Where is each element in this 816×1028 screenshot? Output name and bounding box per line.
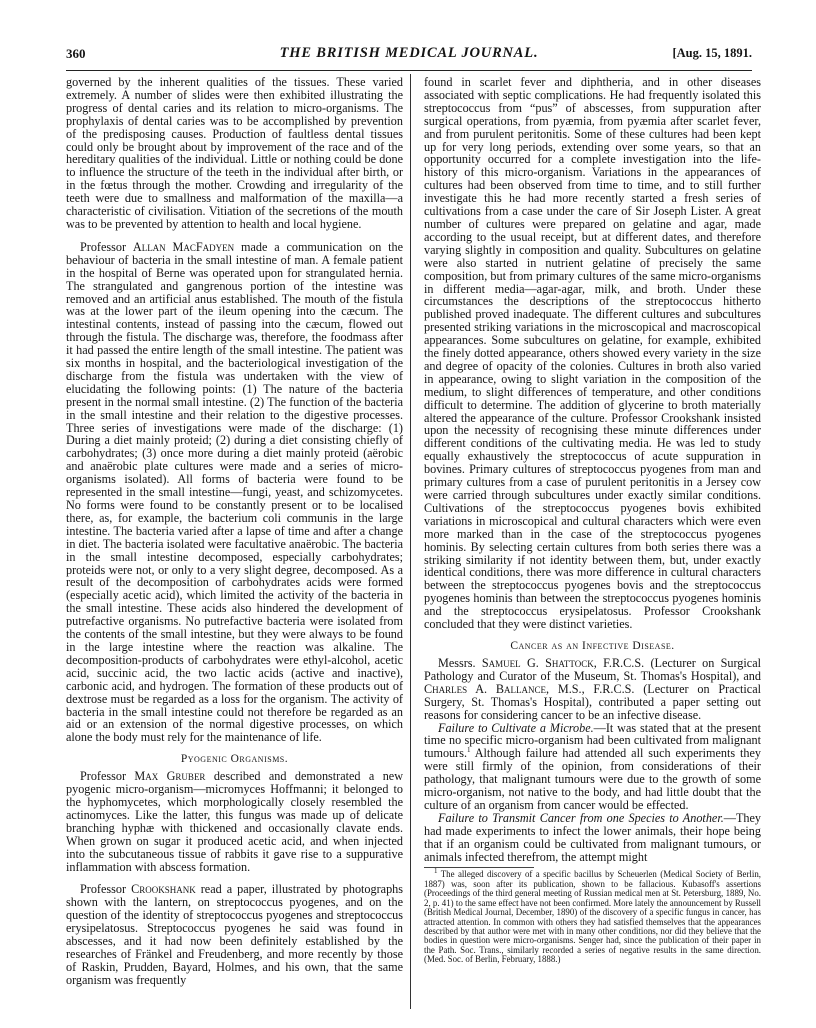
heading-pyogenic-organisms: Pyogenic Organisms. <box>180 753 289 766</box>
heading-cancer-infective: Cancer as an Infective Disease. <box>510 639 675 652</box>
subheading-failure-transmit: Failure to Transmit Cancer from one Species to Another. <box>438 810 724 825</box>
author-macfadyen: Allan MacFadyen <box>132 239 235 254</box>
left-column <box>66 76 403 987</box>
author-shattock: Samuel G. Shattock <box>481 655 594 670</box>
column-divider <box>410 74 411 1009</box>
page-number: 360 <box>66 46 86 61</box>
footnote-marker: 1 <box>467 746 471 755</box>
failure-transmit-paragraph: Failure to Transmit Cancer from one Species to Another.—They had made experiments to infect the lower animals, their hope being that if an organism could be cultivated from malignant tumours, or animals infected therefrom, the attempt might <box>424 810 761 864</box>
footnote: $^1$ The alleged discovery of a specific bacillus by Scheuerlen (Medical Society of Berlin, 1887) was, soon after its publication, shown to be fallacious. Kubasoff's assertions (Proceedings of the third general meeting of Russian medical men at St. Petersburg, 1889, No. 2, p. 41) to the same effect have not been confirmed. More lately the announcement by Russell (British Medical Journal, December, 1890) of the discovery of a specific fungus in cancer, has attracted attention. In common with others they had satisfied themselves that the appearances described by that author were met with in many other conditions, nor did they believe that the bodies in question were micro-organisms. Senger had, since the publication of their paper in the Path. Soc. Trans., similarly recorded a series of negative results in the same direction. (Med. Soc. of Berlin, February, 1888.) <box>424 867 761 965</box>
issue-date: [Aug. 15, 1891. <box>672 46 752 60</box>
failure-cultivate-paragraph: Failure to Cultivate a Microbe.—It was stated that at the present time no specific micro-organism had been cultivated from malignant tumours.$^1$ Although failure had attended all such experiments they were still firmly of the opinion, from considerations of their pathology, that malignant tumours were due to the growth of some micro-organism, not native to the body, and had little doubt that the culture of an organism from cancer would be effected. <box>424 720 761 812</box>
dental-caries-paragraph: governed by the inherent qualities of the tissues. These varied extremely. A number of slides were then exhibited illustrating the progress of dental caries and its relation to micro-organisms. The prophylaxis of dental caries was to be accomplished by prevention of the predisposing causes. Production of faultless dental tissues could only be brought about by improvement of the race and of the hereditary qualities of the individual. Little or nothing could be done to influence the structure of the teeth in the individual after birth, or in the fœtus through the mother. Crowding and irregularity of the teeth were due to smallness and malformation of the maxilla—a characteristic of civilisation. Vitiation of the secretions of the mouth was to be prevented by attention to health and local hygiene. <box>66 75 403 231</box>
journal-title: THE BRITISH MEDICAL JOURNAL. <box>279 45 539 61</box>
author-crookshank: Crookshank <box>131 882 196 897</box>
right-column <box>424 76 761 965</box>
subheading-failure-cultivate: Failure to Cultivate a Microbe. <box>438 720 594 735</box>
header-rule <box>66 70 752 71</box>
streptococcus-paragraph: found in scarlet fever and diphtheria, and in other diseases associated with septic complications. He had frequently isolated this streptococcus from “pus” of abscesses, from suppuration after surgical operations, from pyæmia, from pyæmia after scarlet fever, and from purulent peritonitis. Some of these cultures had been kept up for very long periods, extending over some years, so that an opportunity occurred for a complete investigation into the life-history of this micro-organism. Variations in the appearances of cultures had been observed from time to time, and to still further investigate this he had more recently started a fresh series of cultivations from a case under the care of Sir Joseph Lister. A great number of cultures were prepared on gelatine and agar, made according to the usual receipt, but at different dates, and therefore varying slightly in composition and quality. Subcultures on gelatine were also started in nutrient gelatine of precisely the same composition, but from primary cultures of the same micro-organisms in different media—agar-agar, milk, and broth. Under these circumstances the descriptions of the streptococcus hitherto published proved inadequate. The different cultures and subcultures presented striking variations in the microscopical and macroscopical appearances. Some subcultures on gelatine, for example, exhibited the finely dotted appearance, others showed every variety in the size and degree of opacity of the colonies. Cultures in broth also varied in appearance, owing to slight variation in the composition of the medium, to slight differences of temperature, and other conditions difficult to determine. The addition of glycerine to broth materially altered the appearance of the culture. Professor Crookshank insisted upon the necessity of recognising these minute differences under different conditions of the cultivating media. He was led to study equally exhaustively the streptococcus of acute suppuration in bovines. Primary cultures of streptococcus pyogenes from man and primary cultures from a case of purulent peritonitis in a Jersey cow were carried through subcultures under exactly similar conditions. Cultivations of the streptococcus pyogenes bovis exhibited variations in microscopical and cultural characters which were even more marked than in the case of the streptococcus pyogenes hominis. By selecting certain cultures from both series there was a striking similarity if not identity between them, but, under exactly identical conditions, there was more difference in cultural characters between the streptococcus pyogenes bovis and the streptococcus pyogenes hominis than between the streptococcus pyogenes hominis and the streptococcus erysipelatosus. Professor Crookshank concluded that they were distinct varieties. <box>424 75 761 632</box>
author-gruber: Max Gruber <box>134 769 206 784</box>
author-ballance: Charles A. Ballance <box>424 681 547 696</box>
crookshank-paragraph: Professor Crookshank read a paper, illustrated by photographs shown with the lantern, on streptococcus pyogenes, and on the question of the identity of streptococcus pyogenes and streptococcus erysipelatosus. Streptococcus pyogenes he said was found in abscesses, and it had now been definitely established by the researches of Fränkel and Freudenberg, and more recently by those of Raskin, Prudden, Bayard, Holmes, and his own, that the same organism was frequently <box>66 882 404 987</box>
page-header <box>66 44 752 66</box>
shattock-ballance-paragraph: Messrs. Samuel G. Shattock, F.R.C.S. (Lecturer on Surgical Pathology and Curator of the Museum, St. Thomas's Hospital), and Charles A. Ballance, M.S., F.R.C.S. (Lecturer on Practical Surgery, St. Thomas's Hospital), contributed a paper setting out reasons for considering cancer to be an infective disease. <box>424 655 761 722</box>
gruber-paragraph: Professor Max Gruber described and demonstrated a new pyogenic micro-organism—micromyces Hoffmanni; it belonged to the hyphomycetes, which morphologically closely resembled the actinomyces. Like the latter, this fungus was made up of delicate branching hyphæ with thickened and occasionally clavate ends. When grown on sugar it produced acetic acid, and when injected into the subcutaneous tissue of rabbits it gave rise to a suppurative inflammation with abscess formation. <box>66 769 403 874</box>
macfadyen-paragraph: Professor Allan MacFadyen made a communication on the behaviour of bacteria in the small intestine of man. A female patient in the hospital of Berne was operated upon for strangulated hernia. The strangulated and gangrenous portion of the intestine was removed and an artificial anus established. The mouth of the fistula was at the lower part of the ileum opening into the cæcum. The intestinal contents, instead of passing into the cæcum, flowed out through the fistula. The discharge was, therefore, the foodmass after it had passed the entire length of the small intestine. The patient was six months in hospital, and the bacteriological investigation of the discharge from the fistula was undertaken with the view of elucidating the following points: (1) The nature of the bacteria present in the normal small intestine. (2) The function of the bacteria in the small intestine and their relation to the digestive processes. Three series of investigations were made of the discharge: (1) During a diet mainly proteid; (2) during a diet consisting chiefly of carbohydrates; (3) once more during a diet mainly proteid (aërobic and anaërobic plate cultures were made and a series of micro-organisms isolated). All forms of bacteria were found to be represented in the small intestine—fungi, yeast, and schizomycetes. No forms were found to be constantly present or to be localised there, as, for example, the bacterium coli communis in the large intestine. The bacteria varied after a lapse of time and after a change in diet. The bacteria isolated were facultative anaërobic. The bacteria in the small intestine decomposed, especially carbohydrates; proteids were not, or only to a very slight degree, decomposed. As a result of the decomposition of carbohydrates acids were formed (especially acetic acid), which limited the activity of the bacteria in the small intestine. These acids also hindered the development of putrefactive organisms. No putrefactive bacteria were isolated from the contents of the small intestine, but they were always to be found in the large intestine where the reaction was alkaline. The decomposition-products of carbohydrates were ethyl-alcohol, acetic acid, succinic acid, the two lactic acids (active and inactive), carbonic acid, and hydrogen. The formation of these products out of dextrose must be regarded as a loss for the organism. The activity of bacteria in the small intestine could not therefore be regarded as an aid or an extension of the normal digestive processes, on which alone the body must rely for the maintenance of life. <box>66 239 404 745</box>
